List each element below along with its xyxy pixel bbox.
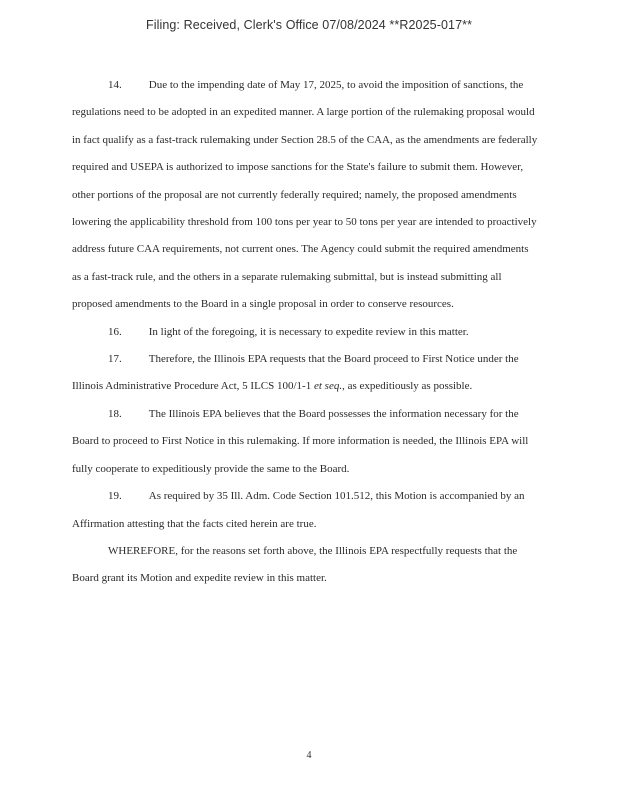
paragraph-16: [72, 319, 540, 346]
paragraph-text: In light of the foregoing, it is necessary to expedite review in this matter.: [148, 325, 469, 338]
paragraph-number: 16.: [108, 325, 122, 338]
paragraph-19: [72, 483, 540, 538]
paragraph-number: 14.: [108, 79, 122, 91]
paragraph-text-end: , as expeditiously as possible.: [342, 380, 473, 393]
paragraph-number: 17.: [108, 353, 122, 366]
paragraph-14: [72, 72, 540, 319]
filing-stamp: Filing: Received, Clerk's Office 07/08/2024 **R2025-017**: [145, 18, 473, 32]
paragraph-18: [72, 401, 540, 483]
paragraph-text: Therefore, the Illinois EPA requests that the Board proceed to First Notice under the Illinois Administrative Procedure Act, 5 ILCS 100/1-1: [72, 353, 519, 393]
paragraph-text: The Illinois EPA believes that the Board possesses the information necessary for the Board to proceed to First Notice in this rulemaking. If more information is needed, the Illinois EPA will fully cooperate to expeditiously provide the same to the Board.: [72, 407, 529, 475]
closing-paragraph: WHEREFORE, for the reasons set forth above, the Illinois EPA respectfully requests that the Board grant its Motion and expedite review in this matter.: [72, 544, 518, 585]
paragraph-text: Due to the impending date of May 17, 2025, to avoid the imposition of sanctions, the regulations need to be adopted in an expedited manner. A large portion of the rulemaking proposal would in fact qualify as a fast-track rulemaking under Section 28.5 of the CAA, as the amendments are federally required and USEPA is authorized to impose sanctions for the State's failure to submit them. However, other portions of the proposal are not currently federally required; namely, the proposed amendments lowering the applicability threshold from 100 tons per year to 50 tons per year are intended to proactively address future CAA requirements, not current ones. The Agency could submit the required amendments as a fast-track rule, and the others in a separate rulemaking submittal, but is instead submitting all proposed amendments to the Board in a single proposal in order to conserve resources.: [72, 79, 538, 311]
paragraph-text: As required by 35 Ill. Adm. Code Section 101.512, this Motion is accompanied by an Affirmation attesting that the facts cited herein are true.: [72, 490, 525, 530]
paragraph-number: 19.: [108, 490, 122, 503]
paragraph-number: 18.: [108, 407, 122, 420]
paragraph-citation-italic: et seq.: [313, 380, 343, 393]
paragraph-17: [72, 346, 540, 401]
page-number: 4: [306, 750, 312, 761]
document-body: [72, 72, 540, 593]
